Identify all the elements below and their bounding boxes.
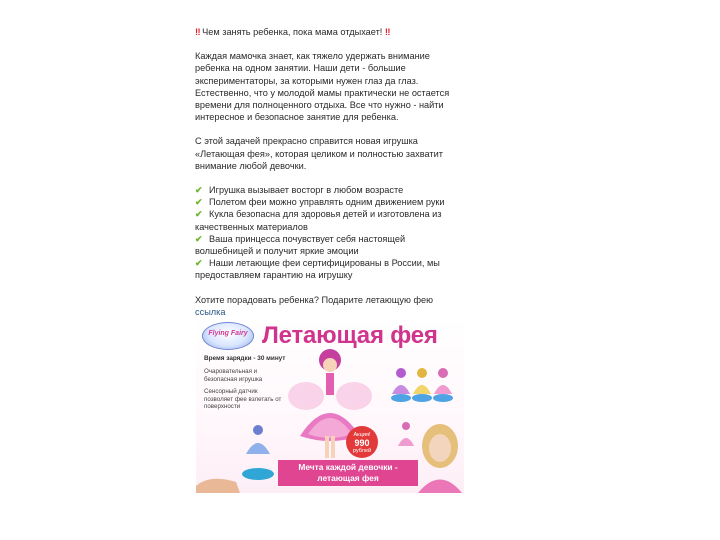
list-item: ✔ Полетом феи можно управлять одним движением руки bbox=[195, 197, 445, 208]
girl-photo bbox=[418, 424, 462, 493]
badge-price: 990 bbox=[354, 438, 370, 449]
post-text bbox=[195, 26, 465, 318]
post-title-text: Чем занять ребенка, пока мама отдыхает! bbox=[202, 27, 383, 37]
fairy-variant-yellow bbox=[412, 368, 432, 402]
ad-headline: Летающая фея bbox=[262, 322, 438, 349]
charge-time-text: Время зарядки - 30 минут bbox=[204, 355, 286, 362]
post-cta: Хотите порадовать ребенка? Подарите летающую фею ссылка bbox=[195, 294, 434, 317]
check-icon: ✔ bbox=[195, 258, 203, 269]
brand-logo: Flying Fairy bbox=[202, 322, 254, 350]
check-icon: ✔ bbox=[195, 185, 203, 196]
benefits-list bbox=[195, 184, 465, 282]
list-item: ✔ Кукла безопасна для здоровья детей и изготовлена из качественных материалов bbox=[195, 209, 442, 232]
badge-label: Акция! bbox=[353, 432, 371, 438]
check-icon: ✔ bbox=[195, 233, 203, 244]
check-icon: ✔ bbox=[195, 209, 203, 220]
small-pink-fairy bbox=[398, 422, 414, 446]
ad-slogan-banner: Мечта каждой девочки - летающая фея bbox=[278, 460, 418, 486]
double-exclamation-icon: ‼ bbox=[384, 27, 390, 37]
post-paragraph-2: С этой задачей прекрасно справится новая игрушка «Летающая фея», которая целиком и полностью захватит внимание любой девочки. bbox=[195, 136, 443, 171]
post-paragraph-1: Каждая мамочка знает, как тяжело удержать внимание ребенка на одном занятии. Наши дети - большие экспериментаторы, за которыми нужен глаз да глаз. Естественно, что у молодой мамы практически не остается времени для полноценного отдыха. Все что нужно - найти интересное и безопасное занятие для ребенка. bbox=[195, 51, 450, 123]
double-exclamation-icon: ‼ bbox=[195, 27, 200, 37]
list-item: ✔ Игрушка вызывает восторг в любом возрасте bbox=[195, 185, 404, 196]
product-link[interactable]: ссылка bbox=[195, 306, 226, 317]
feature-text-2: Сенсорный датчик позволяет фее взлетать от поверхности bbox=[204, 388, 282, 411]
blue-fairy-doll bbox=[196, 425, 274, 493]
feature-text-1: Очаровательная и безопасная игрушка bbox=[204, 368, 263, 383]
fairy-variant-purple bbox=[391, 368, 411, 402]
price-badge bbox=[346, 426, 378, 458]
post-title bbox=[195, 26, 465, 38]
product-ad-image[interactable] bbox=[196, 318, 464, 493]
fairy-variant-pink bbox=[433, 368, 453, 402]
check-icon: ✔ bbox=[195, 197, 203, 208]
list-item: ✔ Ваша принцесса почувствует себя настоящей волшебницей и получит яркие эмоции bbox=[195, 233, 406, 257]
list-item: ✔ Наши летающие феи сертифицированы в России, мы предоставляем гарантию на игрушку bbox=[195, 258, 440, 281]
badge-unit: рублей bbox=[352, 448, 372, 455]
